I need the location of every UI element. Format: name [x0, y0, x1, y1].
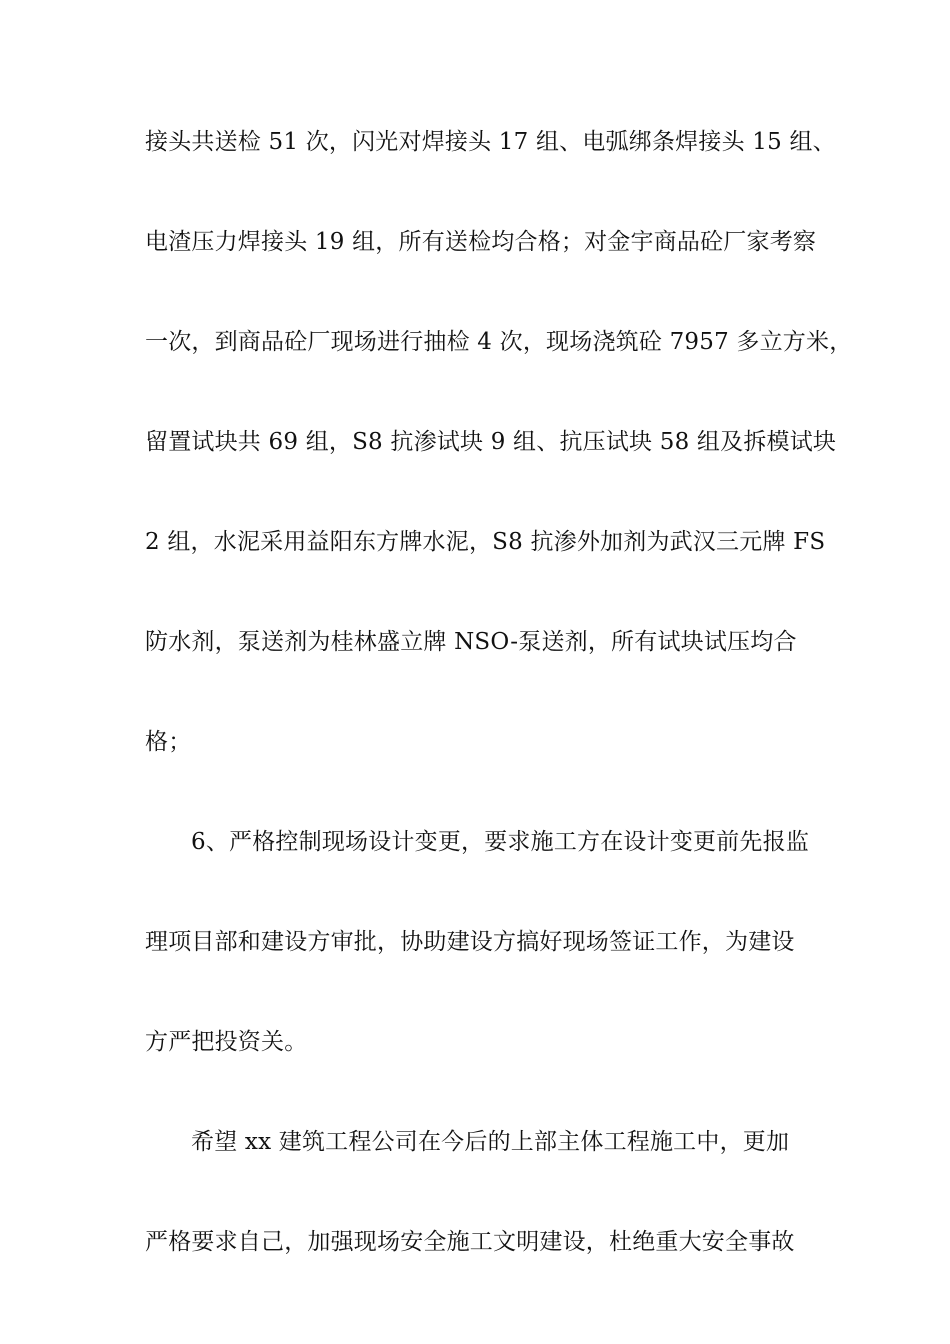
text-line-9: 理项目部和建设方审批，协助建设方搞好现场签证工作，为建设: [145, 929, 795, 955]
text-line-5: 2 组，水泥采用益阳东方牌水泥，S8 抗渗外加剂为武汉三元牌 FS: [145, 529, 826, 555]
text-line-3: 一次，到商品砼厂现场进行抽检 4 次，现场浇筑砼 7957 多立方米，: [145, 329, 853, 355]
text-line-4: 留置试块共 69 组，S8 抗渗试块 9 组、抗压试块 58 组及拆模试块: [145, 429, 837, 455]
text-line-1: 接头共送检 51 次，闪光对焊接头 17 组、电弧绑条焊接头 15 组、: [145, 129, 836, 155]
text-line-12: 严格要求自己，加强现场安全施工文明建设，杜绝重大安全事故: [145, 1229, 795, 1255]
body-text: [145, 118, 853, 1318]
text-line-8: 6、严格控制现场设计变更，要求施工方在设计变更前先报监: [191, 829, 810, 855]
text-line-2: 电渣压力焊接头 19 组，所有送检均合格；对金宇商品砼厂家考察: [145, 229, 817, 255]
text-line-6: 防水剂，泵送剂为桂林盛立牌 NSO-泵送剂，所有试块试压均合: [145, 629, 797, 655]
text-line-11: 希望 xx 建筑工程公司在今后的上部主体工程施工中，更加: [191, 1129, 790, 1155]
text-line-10: 方严把投资关。: [145, 1029, 308, 1055]
text-line-7: 格；: [145, 729, 192, 755]
